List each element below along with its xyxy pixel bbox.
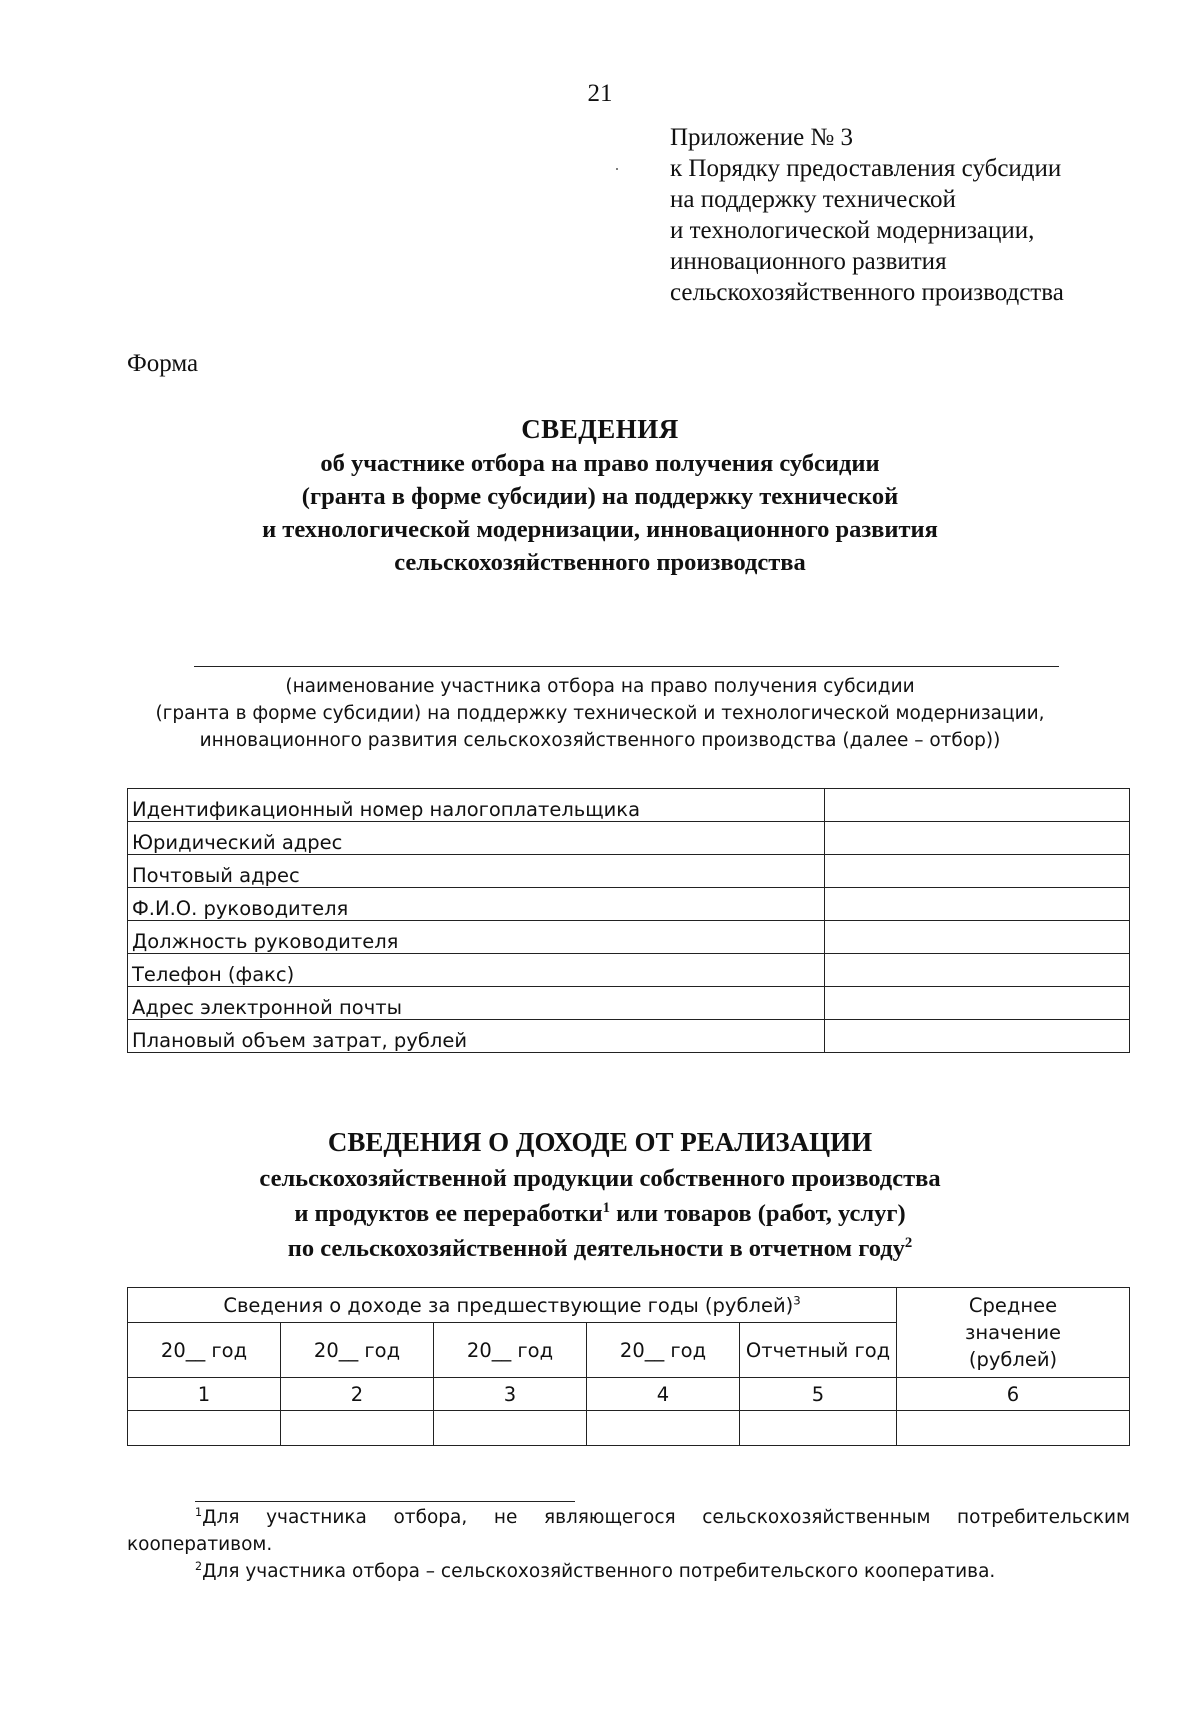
income-header-average bbox=[897, 1288, 1130, 1378]
income-subtitle bbox=[0, 1161, 1200, 1266]
form-label: Форма bbox=[127, 350, 199, 377]
subtitle-line: об участнике отбора на право получения субсидии bbox=[320, 450, 880, 477]
info-value-postal-address[interactable] bbox=[825, 855, 1130, 888]
income-table bbox=[127, 1287, 1130, 1446]
income-cell[interactable] bbox=[128, 1411, 281, 1446]
income-cell[interactable] bbox=[897, 1411, 1130, 1446]
year-header: 20__ год bbox=[587, 1323, 740, 1378]
info-label: Ф.И.О. руководителя bbox=[128, 888, 825, 921]
table-row bbox=[128, 789, 1130, 822]
income-header-main bbox=[128, 1288, 897, 1323]
table-header-row bbox=[128, 1288, 1130, 1323]
table-row bbox=[128, 888, 1130, 921]
footnote-separator bbox=[195, 1501, 575, 1502]
year-header: 20__ год bbox=[128, 1323, 281, 1378]
table-row bbox=[128, 987, 1130, 1020]
caption-line: (гранта в форме субсидии) на поддержку технической и технологической модернизации, bbox=[155, 703, 1045, 724]
footnote-ref: 3 bbox=[793, 1293, 801, 1307]
appendix-line: на поддержку технической bbox=[670, 186, 956, 213]
income-cell[interactable] bbox=[281, 1411, 434, 1446]
income-title: СВЕДЕНИЯ О ДОХОДЕ ОТ РЕАЛИЗАЦИИ bbox=[327, 1127, 873, 1157]
footnote-ref: 2 bbox=[904, 1234, 913, 1251]
table-row bbox=[128, 1411, 1130, 1446]
footnote-marker: 1 bbox=[195, 1505, 203, 1519]
info-value-head-name[interactable] bbox=[825, 888, 1130, 921]
column-number: 1 bbox=[128, 1378, 281, 1411]
column-number: 5 bbox=[740, 1378, 897, 1411]
info-label: Плановый объем затрат, рублей bbox=[128, 1020, 825, 1053]
income-subtitle-line bbox=[0, 1231, 1200, 1266]
income-subtitle-line bbox=[0, 1196, 1200, 1231]
appendix-line: к Порядку предоставления субсидии bbox=[670, 155, 1062, 182]
info-value-inn[interactable] bbox=[825, 789, 1130, 822]
info-label: Юридический адрес bbox=[128, 822, 825, 855]
subtitle-line: и технологической модернизации, инновационного развития bbox=[262, 516, 938, 543]
avg-header-line: Среднее bbox=[968, 1294, 1058, 1317]
column-number: 2 bbox=[281, 1378, 434, 1411]
participant-info-table bbox=[127, 788, 1130, 1053]
year-header: 20__ год bbox=[281, 1323, 434, 1378]
footnotes bbox=[127, 1504, 1130, 1585]
table-row bbox=[128, 954, 1130, 987]
info-value-phone[interactable] bbox=[825, 954, 1130, 987]
info-label: Адрес электронной почты bbox=[128, 987, 825, 1020]
avg-header-line: (рублей) bbox=[968, 1348, 1058, 1371]
column-number: 4 bbox=[587, 1378, 740, 1411]
year-header: 20__ год bbox=[434, 1323, 587, 1378]
appendix-line: и технологической модернизации, bbox=[670, 217, 1035, 244]
info-label: Почтовый адрес bbox=[128, 855, 825, 888]
subtitle-line: (гранта в форме субсидии) на поддержку технической bbox=[301, 483, 899, 510]
column-number-row bbox=[128, 1378, 1130, 1411]
info-label: Должность руководителя bbox=[128, 921, 825, 954]
year-header-reporting: Отчетный год bbox=[740, 1323, 897, 1378]
footnote-text: Для участника отбора – сельскохозяйственного потребительского кооператива. bbox=[202, 1561, 996, 1582]
page-number: 21 bbox=[587, 80, 613, 107]
info-label: Идентификационный номер налогоплательщика bbox=[128, 789, 825, 822]
table-row bbox=[128, 921, 1130, 954]
caption-line: инновационного развития сельскохозяйственного производства (далее – отбор)) bbox=[199, 730, 1001, 751]
caption-line: (наименование участника отбора на право получения субсидии bbox=[285, 676, 915, 697]
participant-name-caption bbox=[0, 673, 1200, 754]
footnote-1 bbox=[127, 1504, 1130, 1558]
footnote-2 bbox=[127, 1558, 1130, 1585]
info-value-planned-costs[interactable] bbox=[825, 1020, 1130, 1053]
appendix-line: инновационного развития bbox=[670, 248, 947, 275]
income-header-text: Сведения о доходе за предшествующие годы (рублей) bbox=[223, 1293, 794, 1317]
appendix-line: сельскохозяйственного производства bbox=[670, 279, 1064, 306]
income-cell[interactable] bbox=[740, 1411, 897, 1446]
footnote-text: Для участника отбора, не являющегося сельскохозяйственным потребительским кооперативом. bbox=[127, 1507, 1130, 1555]
subtitle-line: сельскохозяйственного производства bbox=[394, 549, 806, 576]
income-cell[interactable] bbox=[434, 1411, 587, 1446]
column-number: 6 bbox=[897, 1378, 1130, 1411]
info-value-legal-address[interactable] bbox=[825, 822, 1130, 855]
document-title: СВЕДЕНИЯ bbox=[521, 414, 679, 444]
avg-header-line: значение bbox=[964, 1321, 1061, 1344]
income-subtitle-text: и продуктов ее переработки bbox=[294, 1200, 603, 1227]
income-cell[interactable] bbox=[587, 1411, 740, 1446]
info-value-email[interactable] bbox=[825, 987, 1130, 1020]
income-subtitle-text: или товаров (работ, услуг) bbox=[610, 1200, 906, 1227]
income-subtitle-text: по сельскохозяйственной деятельности в отчетном году bbox=[287, 1235, 905, 1262]
table-row bbox=[128, 1020, 1130, 1053]
appendix-block bbox=[670, 122, 1064, 308]
scan-speck bbox=[616, 168, 618, 170]
footnote-ref: 1 bbox=[602, 1199, 611, 1216]
table-row bbox=[128, 855, 1130, 888]
appendix-line: Приложение № 3 bbox=[670, 124, 854, 151]
column-number: 3 bbox=[434, 1378, 587, 1411]
table-row bbox=[128, 822, 1130, 855]
footnote-marker: 2 bbox=[195, 1559, 203, 1573]
income-subtitle-line: сельскохозяйственной продукции собственного производства bbox=[259, 1165, 941, 1192]
info-value-head-position[interactable] bbox=[825, 921, 1130, 954]
participant-name-line[interactable] bbox=[194, 666, 1059, 667]
info-label: Телефон (факс) bbox=[128, 954, 825, 987]
document-subtitle bbox=[0, 447, 1200, 579]
